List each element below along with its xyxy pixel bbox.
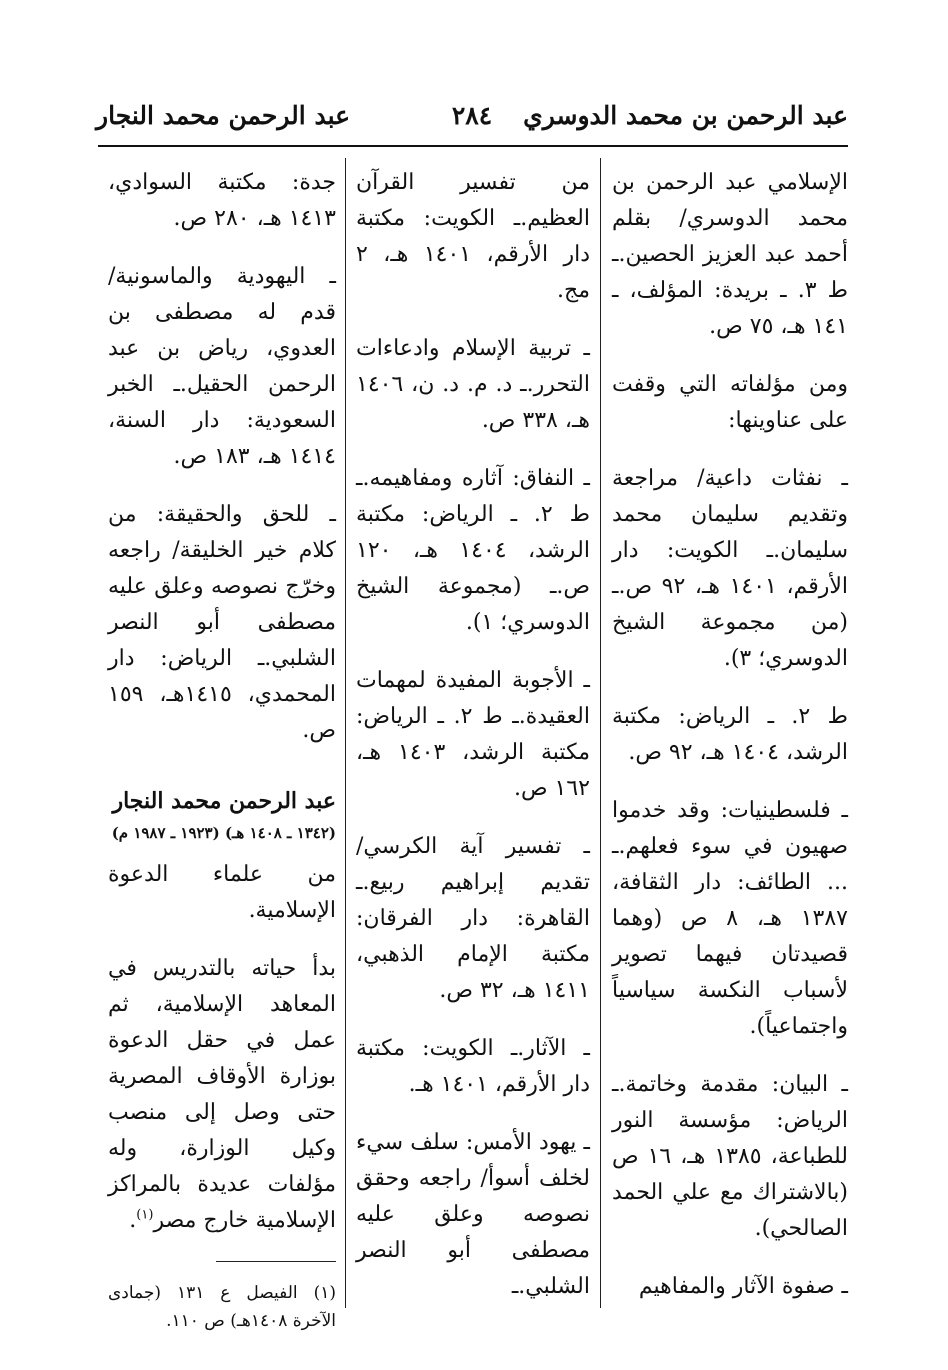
bibliography-entry: من تفسير القرآن العظيم.ـ الكويت: مكتبة دار الأرقم، ١٤٠١ هـ، ٢ مج. (356, 170, 591, 303)
right-column (612, 165, 848, 1327)
header-right-title: عبد الرحمن بن محمد الدوسري (523, 101, 848, 130)
footnote-reference: (١) (136, 1207, 154, 1223)
bibliography-entry: ـ النفاق: آثاره ومفاهيمه.ـ ط ٢. ـ الرياض: مكتبة الرشد، ١٤٠٤ هـ، ١٢٠ ص.ـ (مجموعة الشيخ الدوسري؛ ١). (356, 466, 590, 635)
footnote-rule (216, 1261, 336, 1262)
bibliography-entry: ـ فلسطينيات: وقد خدموا صهيون في سوء فعلهم.ـ ... الطائف: دار الثقافة، ١٣٨٧ هـ، ٨ ص (وهما قصيدتان فيهما تصوير لأسباب النكسة سياسياً واجتماعياً). (612, 798, 848, 1039)
bibliography-entry: ـ تربية الإسلام وادعاءات التحرر.ـ د. م. د. ن، ١٤٠٦ هـ، ٣٣٨ ص. (356, 336, 590, 433)
bibliography-entry: ـ الآثار.ـ الكويت: مكتبة دار الأرقم، ١٤٠١ هـ. (356, 1036, 590, 1097)
header-left-title: عبد الرحمن محمد النجار (96, 101, 351, 130)
column-divider (600, 158, 601, 1308)
paragraph: الإسلامي عبد الرحمن بن محمد الدوسري/ بقلم أحمد عبد العزيز الحصين.ـ ط ٣. ـ بريدة: المؤلف، ـ ١٤١ هـ، ٧٥ ص. (612, 170, 848, 339)
bibliography-entry: ـ الأجوبة المفيدة لمهمات العقيدة.ـ ط ٢. ـ الرياض: مكتبة الرشد، ١٤٠٣ هـ، ١٦٢ ص. (356, 668, 591, 801)
left-column (108, 165, 336, 1352)
bibliography-entry: ـ اليهودية والماسونية/ قدم له مصطفى بن العدوي، رياض بن عبد الرحمن الحقيل.ـ الخبر السعودية: دار السنة، ١٤١٤ هـ، ١٨٣ ص. (108, 264, 336, 469)
column-divider (345, 158, 346, 1308)
biography-text: بدأ حياته بالتدريس في المعاهد الإسلامية، ثم عمل في حقل الدعوة بوزارة الأوقاف المصرية حتى وصل إلى منصب وكيل الوزارة، وله مؤلفات عديدة بالمراكز الإسلامية خارج مصر$^{(١)}$. (108, 956, 336, 1233)
bibliography-entry: ـ تفسير آية الكرسي/ تقديم إبراهيم ربيع.ـ القاهرة: دار الفرقان: مكتبة الإمام الذهبي، ١٤١١ هـ، ٣٢ ص. (356, 834, 590, 1003)
bibliography-entry: ـ نفثات داعية/ مراجعة وتقديم سليمان محمد سليمان.ـ الكويت: دار الأرقم، ١٤٠١ هـ، ٩٢ ص.ـ (من مجموعة الشيخ الدوسري؛ ٣). (612, 466, 848, 671)
running-header (96, 96, 848, 140)
bibliography-entry: ط ٢. ـ الرياض: مكتبة الرشد، ١٤٠٤ هـ، ٩٢ ص. (612, 704, 848, 765)
biography-name: عبد الرحمن محمد النجار (112, 788, 336, 814)
page-number: ٢٨٤ (451, 101, 493, 130)
paragraph: ومن مؤلفاته التي وقفت على عناوينها: (612, 372, 848, 433)
header-rule (98, 145, 848, 147)
footnote: (١) الفيصل ع ١٣١ (جمادى الآخرة ١٤٠٨هـ) ص ١١٠. (108, 1283, 336, 1331)
bibliography-entry: جدة: مكتبة السوادي، ١٤١٣ هـ، ٢٨٠ ص. (108, 170, 336, 231)
middle-column (356, 165, 590, 1327)
biography-text-body: بدأ حياته بالتدريس في المعاهد الإسلامية، ثم عمل في حقل الدعوة بوزارة الأوقاف المصرية حتى وصل إلى منصب وكيل الوزارة، وله مؤلفات عديدة بالمراكز الإسلامية خارج مصر (108, 956, 336, 1233)
bibliography-entry: ـ للحق والحقيقة: من كلام خير الخليقة/ راجعه وخرّج نصوصه وعلق عليه مصطفى أبو النصر الشلبي.ـ الرياض: دار المحمدي، ١٤١٥هـ، ١٥٩ ص. (108, 502, 336, 743)
biography-intro: من علماء الدعوة الإسلامية. (108, 862, 336, 923)
biography-dates: (١٣٤٢ ـ ١٤٠٨ هـ) (١٩٢٣ ـ ١٩٨٧ م) (111, 824, 336, 842)
bibliography-entry: ـ البيان: مقدمة وخاتمة.ـ الرياض: مؤسسة النور للطباعة، ١٣٨٥ هـ، ١٦ ص (بالاشتراك مع علي الحمد الصالحي). (612, 1072, 849, 1241)
bibliography-entry: ـ صفوة الآثار والمفاهيم (638, 1274, 848, 1299)
bibliography-entry: ـ يهود الأمس: سلف سيء لخلف أسوأ/ راجعه وحقق نصوصه وعلق عليه مصطفى أبو النصر الشلبي.ـ (356, 1130, 590, 1299)
